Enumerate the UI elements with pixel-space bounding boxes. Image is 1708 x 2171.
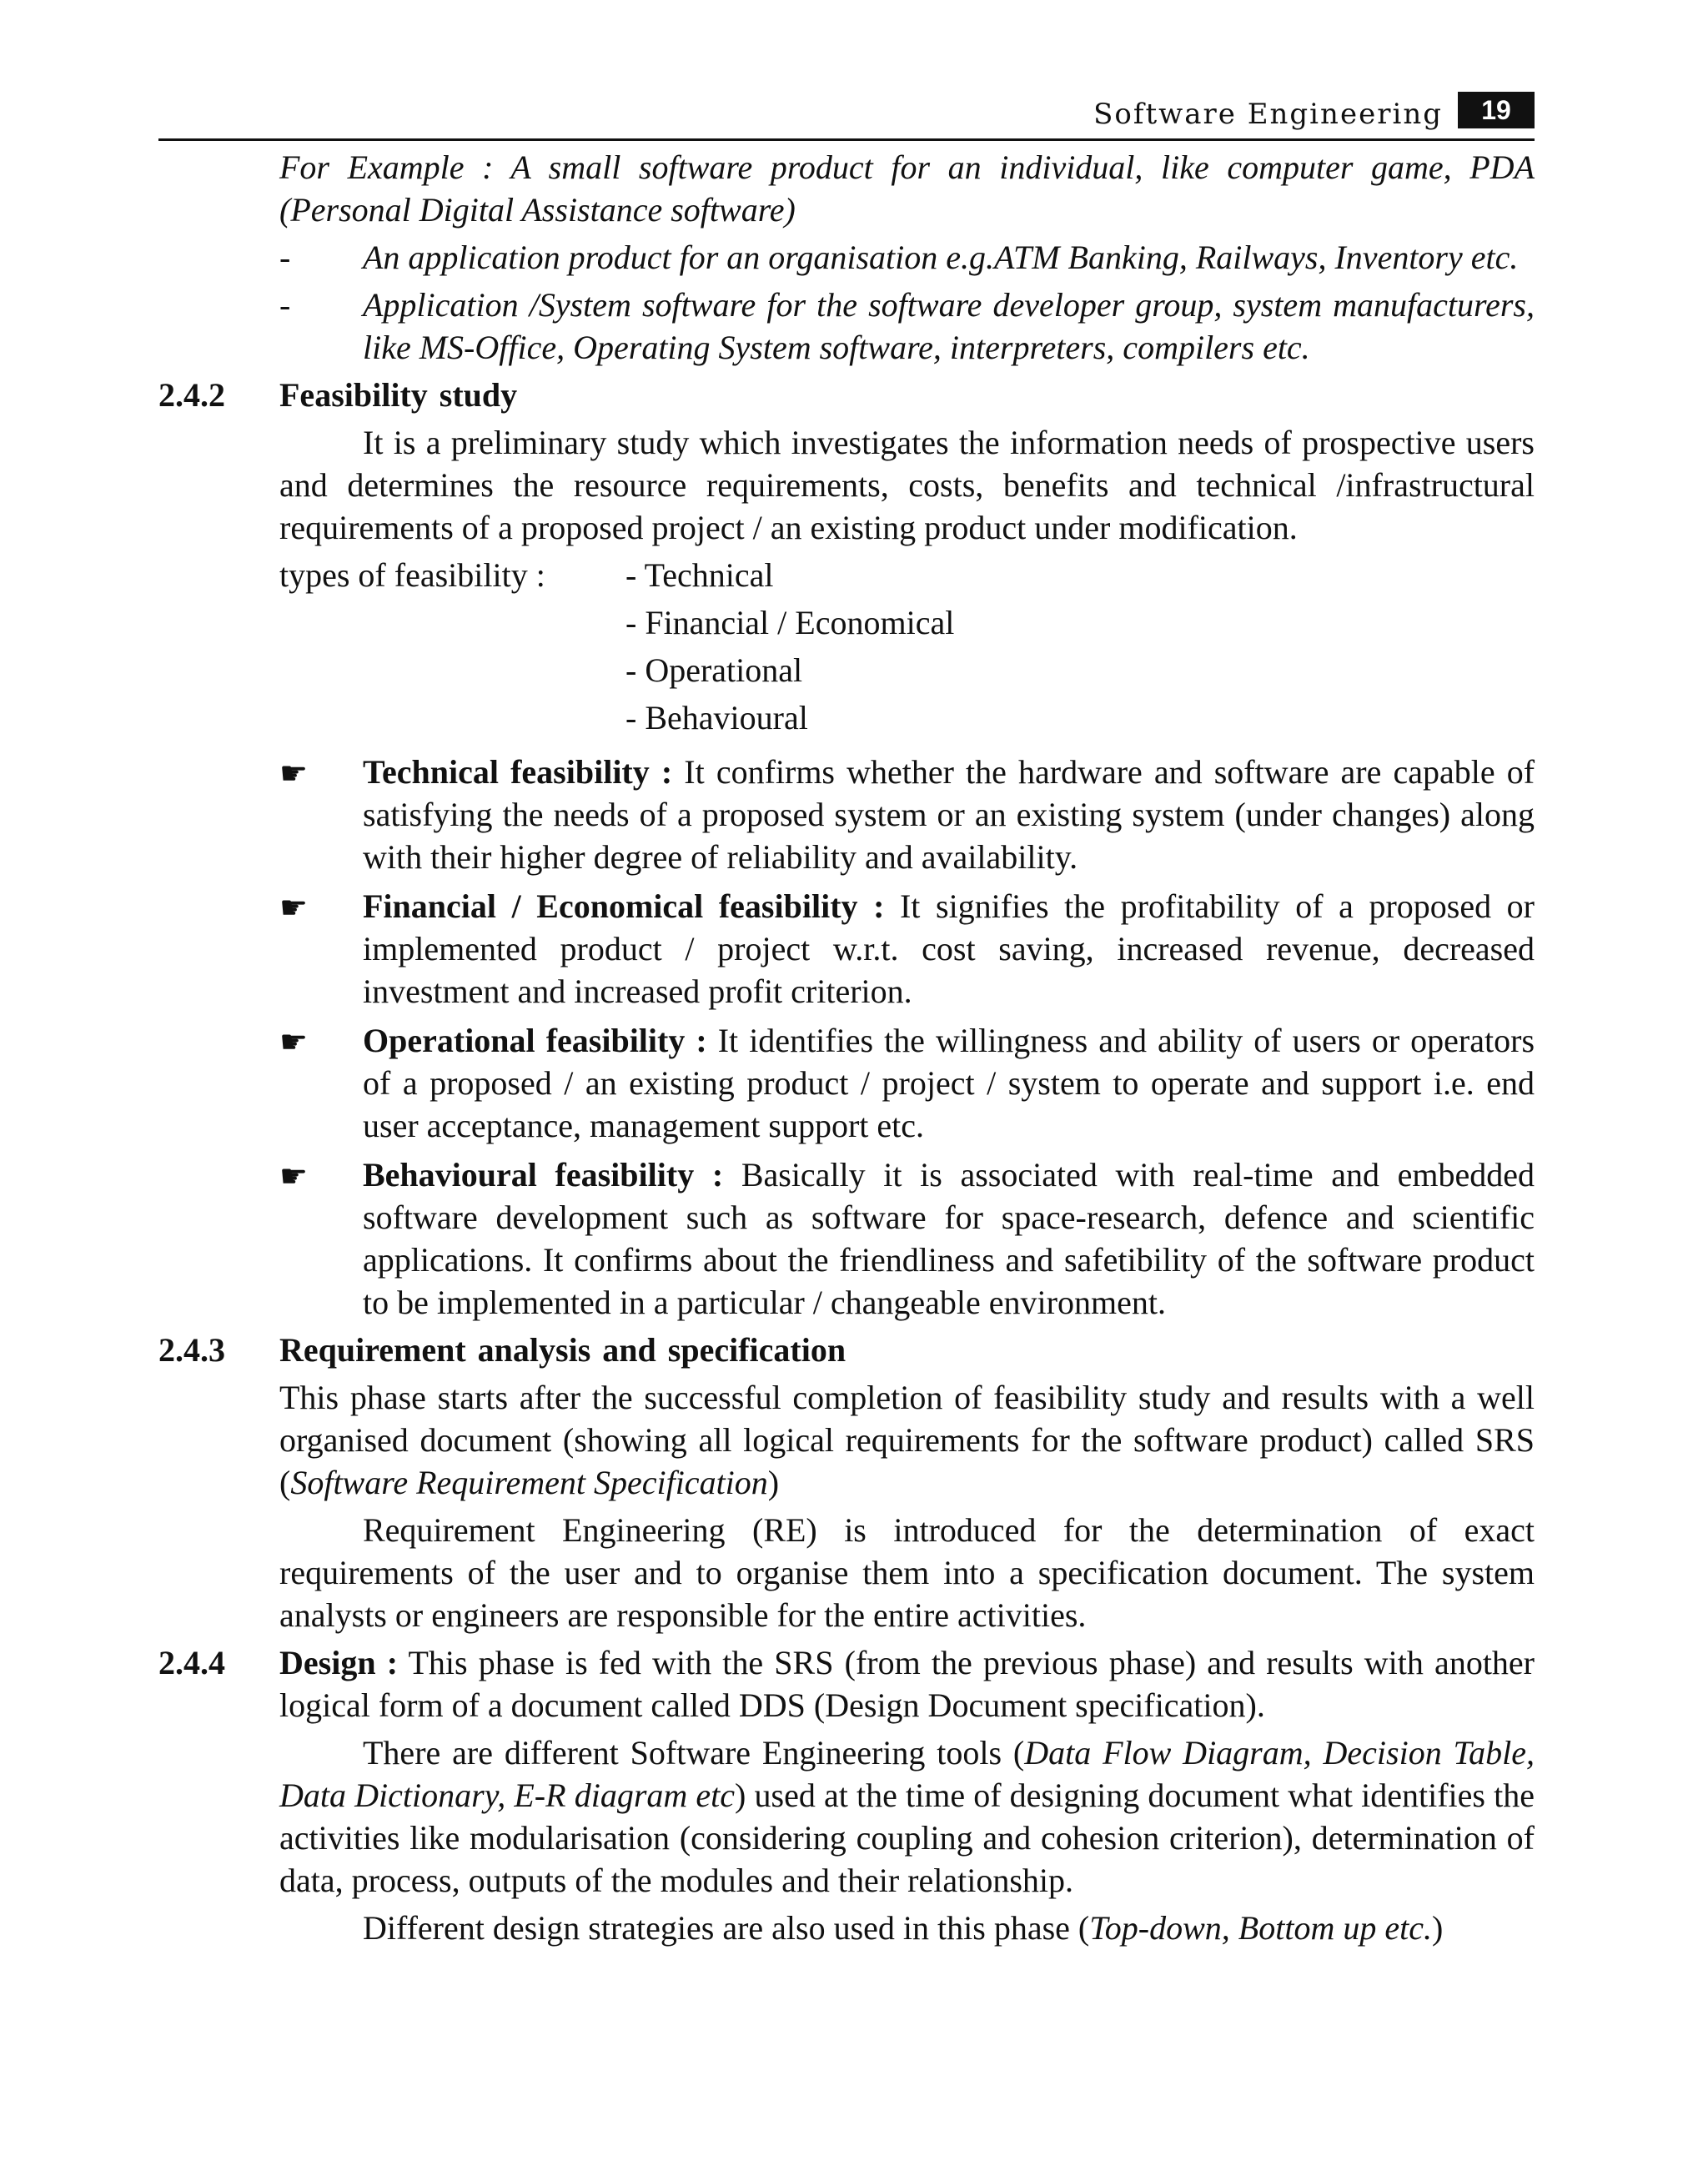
re-paragraph: Requirement Engineering (RE) is introduced for the determination of exact requirements of the user and to organise them into a specification document. The system analysts or engineers are responsible for the entire activities. [279,1511,1535,1634]
tools-paragraph [279,1731,1535,1902]
type-item: - Technical [625,556,774,594]
example-intro: For Example : A small software product for an individual, like computer game, PDA (Personal Digital Assistance software) [279,148,1535,229]
requirement-paragraph [279,1376,1535,1504]
dash-marker: - [279,239,291,276]
example-dash-text: An application product for an organisation e.g.ATM Banking, Railways, Inventory etc. [363,239,1519,276]
bullet-text: It confirms whether the hardware and software are capable of satisfying the needs of a proposed system or an existing system (under changes) along with their higher degree of reliability and availability. [363,753,1535,876]
type-item: - Operational [625,651,803,689]
hand-pointer-icon: ☛ [279,755,309,792]
page-body [158,146,1535,1949]
types-row [279,554,1535,601]
hand-pointer-icon: ☛ [279,1158,309,1194]
hand-pointer-icon: ☛ [279,1023,309,1060]
section-number: 2.4.4 [158,1644,225,1681]
page-number-badge: 19 [1458,92,1535,128]
strategies-list: Top-down, Bottom up etc. [1089,1909,1432,1947]
bullet-text: Basically it is associated with real-time and embedded software development such as software for space-research, defence and scientific applications. It confirms about the friendliness and safetibility of the software product to be implemented in a particular / changeable environment. [363,1156,1535,1321]
section-2-4-2 [158,374,1535,416]
strategies-text-b: ) [1431,1909,1444,1947]
section-title: Feasibility study [279,376,518,414]
bullet-term: Financial / Economical feasibility : [363,887,885,925]
bullet-term: Operational feasibility : [363,1022,707,1059]
types-label: types of feasibility : [279,556,545,594]
type-item: - Financial / Economical [625,604,955,641]
design-paragraph [279,1641,1535,1726]
requirement-close: ) [767,1464,780,1501]
section-2-4-4 [158,1641,1535,1726]
example-dash-item [279,284,1535,369]
bullet-text: It identifies the willingness and ability of users or operators of a proposed / an existing product / project / system to operate and support i.e. end user acceptance, management support etc. [363,1022,1535,1144]
srs-expansion: Software Requirement Specification [290,1464,768,1501]
strategies-paragraph [279,1907,1535,1949]
section-number: 2.4.2 [158,376,225,414]
section-title: Requirement analysis and specification [279,1331,846,1369]
tools-list: Data Flow Diagram, Decision Table, Data Dictionary, E-R diagram etc [279,1734,1535,1814]
feasibility-bullet [279,885,1535,1013]
section-number: 2.4.3 [158,1331,225,1369]
type-item: - Behavioural [625,699,808,736]
bullet-term: Technical feasibility : [363,753,673,791]
running-header-title: Software Engineering [1093,98,1443,131]
feasibility-bullet [279,1153,1535,1324]
section-2-4-3 [158,1329,1535,1371]
types-row [279,649,1535,696]
tools-text-b: ) used at the time of designing document what identifies the activities like modularisation (considering coupling and cohesion criterion), determination of data, process, outputs of the modules and their relationship. [279,1777,1535,1899]
example-dash-item [279,236,1535,279]
page-header [158,88,1535,141]
example-dash-text: Application /System software for the software developer group, system manufacturers, like MS-Office, Operating System software, interpreters, compilers etc. [363,286,1535,366]
tools-text-a: There are different Software Engineering tools ( [363,1734,1025,1771]
dash-marker: - [279,286,291,324]
design-text: This phase is fed with the SRS (from the previous phase) and results with another logical form of a document called DDS (Design Document specification). [279,1644,1535,1724]
types-row [279,696,1535,744]
types-row [279,601,1535,649]
hand-pointer-icon: ☛ [279,889,309,926]
strategies-text-a: Different design strategies are also used in this phase ( [363,1909,1090,1947]
section-title: Design : [279,1644,399,1681]
feasibility-bullet [279,1019,1535,1147]
feasibility-bullet [279,751,1535,878]
bullet-term: Behavioural feasibility : [363,1156,724,1194]
feasibility-paragraph: It is a preliminary study which investigates the information needs of prospective users and determines the resource requirements, costs, benefits and technical /infrastructural requirements of a proposed project / an existing product under modification. [279,424,1535,546]
bullet-text: It signifies the profitability of a proposed or implemented product / project w.r.t. cost saving, increased revenue, decreased investment and increased profit criterion. [363,887,1535,1010]
requirement-text: This phase starts after the successful completion of feasibility study and results with a well organised document (showing all logical requirements for the software product) called SRS ( [279,1379,1535,1501]
